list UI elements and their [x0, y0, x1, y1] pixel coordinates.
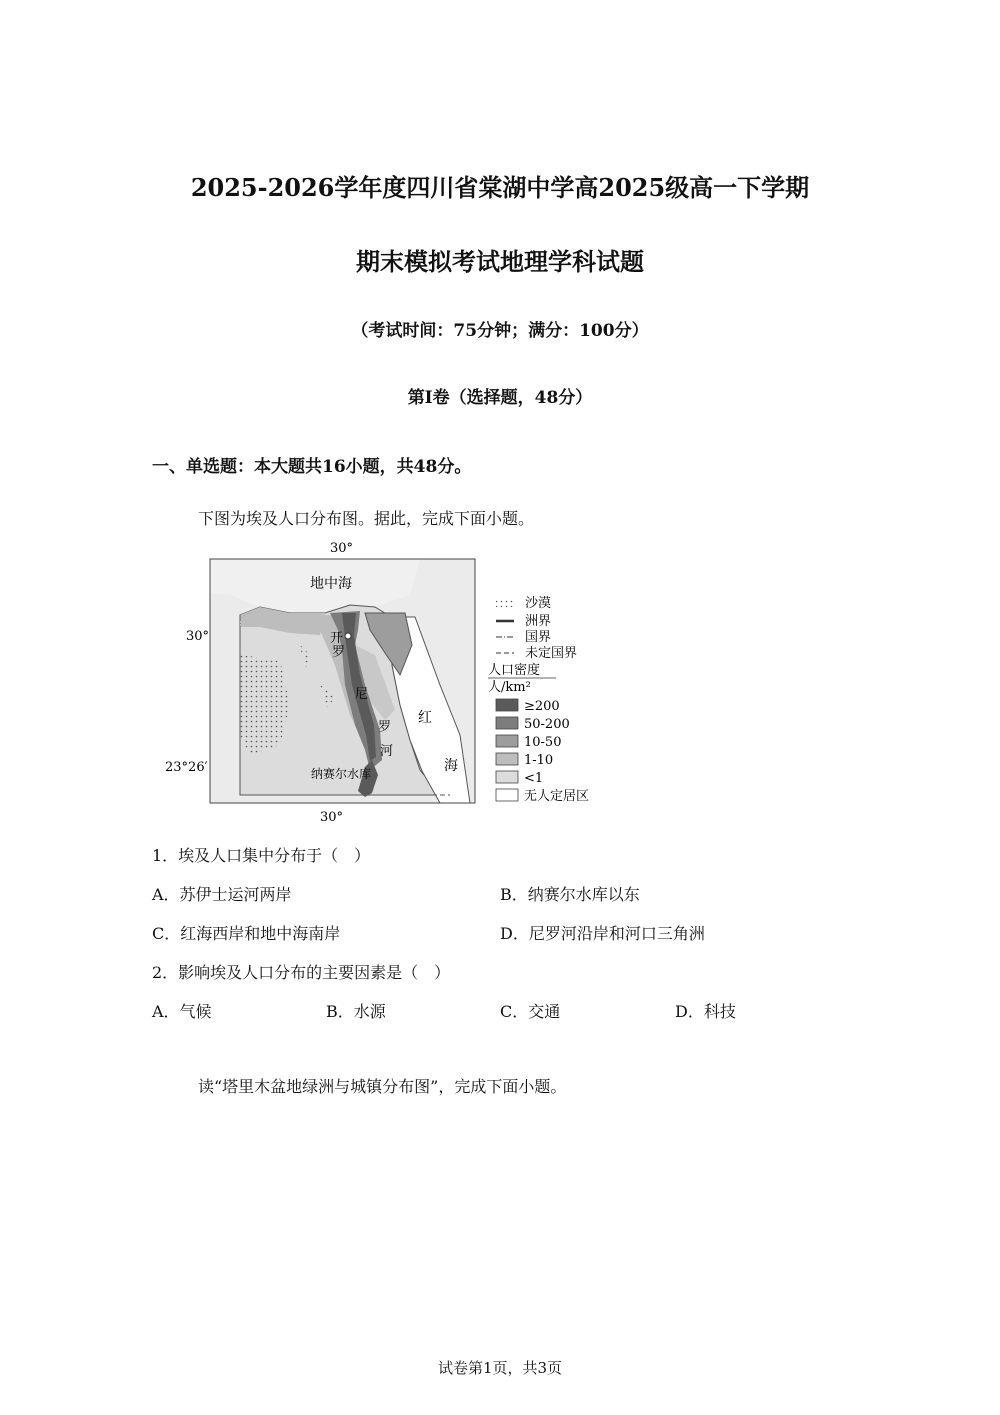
- exam-title-line-1: 2025-2026学年度四川省棠湖中学高2025级高一下学期: [190, 173, 810, 202]
- q2-option-c[interactable]: C．交通: [500, 1002, 561, 1021]
- label-red-sea-2: 海: [444, 758, 458, 774]
- label-mediterranean: 地中海: [310, 576, 352, 592]
- label-red-sea-1: 红: [418, 710, 432, 726]
- intro-tarim: 读“塔里木盆地绿洲与城镇分布图”，完成下面小题。: [198, 1077, 567, 1096]
- section-title: 一、单选题：本大题共16小题，共48分。: [152, 457, 472, 477]
- q1-option-a[interactable]: A．苏伊士运河两岸: [152, 885, 292, 904]
- legend-class-label-4: <1: [524, 771, 544, 786]
- page-footer: 试卷第1页，共3页: [437, 1359, 563, 1377]
- q2-option-b[interactable]: B．水源: [326, 1002, 386, 1021]
- q2-option-d[interactable]: D．科技: [675, 1002, 736, 1021]
- legend-density-unit: 人/km²: [488, 680, 531, 695]
- label-nile-3: 河: [380, 744, 394, 759]
- volume-title: 第I卷（选择题，48分）: [407, 388, 593, 408]
- legend-national-border: 国界: [525, 630, 552, 645]
- intro-egypt: 下图为埃及人口分布图。据此，完成下面小题。: [198, 509, 535, 528]
- label-lake-nasser: 纳赛尔水库: [311, 767, 372, 781]
- q1-stem: 1．埃及人口集中分布于（ ）: [152, 846, 371, 865]
- legend-class-label-0: ≥200: [524, 699, 560, 714]
- q1-option-d[interactable]: D．尼罗河沿岸和河口三角洲: [500, 924, 705, 943]
- legend-class-label-3: 1-10: [524, 753, 554, 768]
- legend-swatch-0: [496, 699, 518, 711]
- legend-class-label-5: 无人定居区: [524, 789, 590, 804]
- lon-label-bottom: 30°: [320, 810, 344, 825]
- legend-desert: 沙漠: [525, 596, 552, 611]
- legend-swatch-1: [496, 717, 518, 729]
- legend-swatch-4: [496, 771, 518, 783]
- legend-undefined-border: 未定国界: [525, 646, 578, 661]
- egypt-population-map: [160, 535, 620, 830]
- legend-swatch-2: [496, 735, 518, 747]
- label-nile-1: 尼: [355, 687, 369, 702]
- label-cairo-1: 开: [330, 631, 344, 646]
- lat-label-tropic: 23°26′: [165, 760, 208, 775]
- q1-option-c[interactable]: C．红海西岸和地中海南岸: [152, 924, 341, 943]
- map-legend: [488, 595, 589, 804]
- legend-swatch-3: [496, 753, 518, 765]
- exam-title-line-2: 期末模拟考试地理学科试题: [356, 247, 644, 276]
- q2-stem: 2．影响埃及人口分布的主要因素是（ ）: [152, 963, 451, 982]
- lon-label-top: 30°: [330, 541, 354, 556]
- label-nile-2: 罗: [378, 720, 392, 735]
- legend-continent-border: 洲界: [525, 614, 552, 629]
- q2-option-a[interactable]: A．气候: [152, 1002, 212, 1021]
- legend-density-title: 人口密度: [488, 663, 541, 678]
- legend-class-label-2: 10-50: [524, 735, 562, 750]
- legend-swatch-5: [496, 789, 518, 801]
- legend-class-label-1: 50-200: [524, 717, 570, 732]
- q1-option-b[interactable]: B．纳赛尔水库以东: [500, 885, 640, 904]
- label-cairo-2: 罗: [332, 645, 346, 660]
- exam-info: （考试时间：75分钟；满分：100分）: [351, 321, 649, 341]
- lat-label-30: 30°: [186, 629, 210, 644]
